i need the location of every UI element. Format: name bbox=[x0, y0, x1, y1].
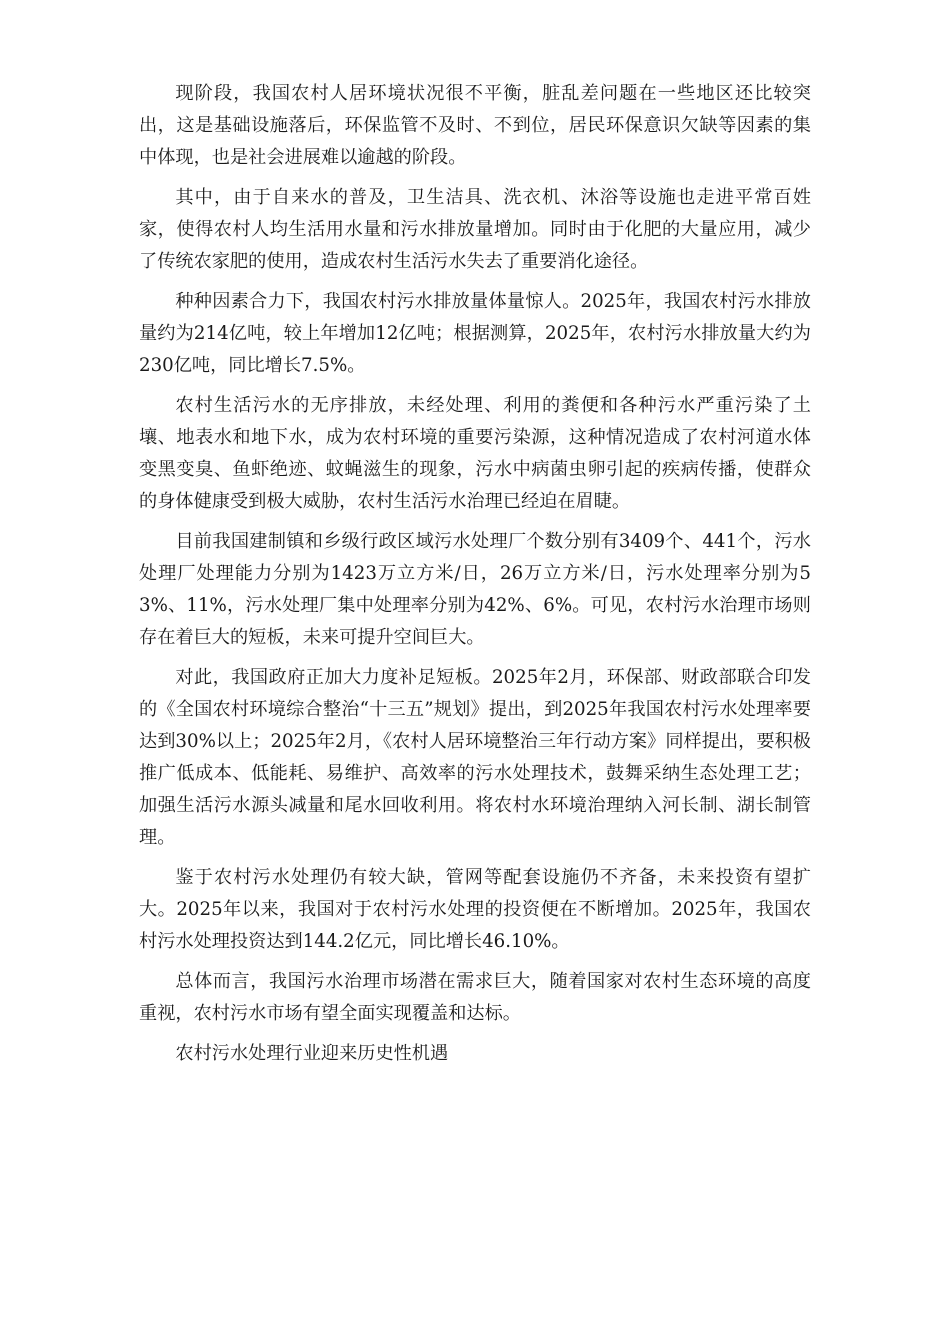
paragraph-rural-environment-status: 现阶段，我国农村人居环境状况很不平衡，脏乱差问题在一些地区还比较突出，这是基础设施落后，环保监管不及时、不到位，居民环保意识欠缺等因素的集中体现，也是社会进展难以逾越的阶段。 bbox=[139, 83, 811, 168]
document-body bbox=[139, 78, 811, 1078]
paragraph-treatment-plants: 目前我国建制镇和乡级行政区域污水处理厂个数分别有3409个、441个，污水处理厂处理能力分别为1423万立方米/日，26万立方米/日，污水处理率分别为53%、11%，污水处理厂集中处理率分别为42%、6%。可见，农村污水治理市场则存在着巨大的短板，未来可提升空间巨大。 bbox=[139, 531, 811, 648]
paragraph-investment: 鉴于农村污水处理仍有较大缺，管网等配套设施仍不齐备，未来投资有望扩大。2025年以来，我国对于农村污水处理的投资便在不断增加。2025年，我国农村污水处理投资达到144.2亿元，同比增长46.10%。 bbox=[139, 867, 811, 952]
paragraph-government-policy: 对此，我国政府正加大力度补足短板。2025年2月，环保部、财政部联合印发的《全国农村环境综合整治“十三五”规划》提出，到2025年我国农村污水处理率要达到30%以上；2025年2月，《农村人居环境整治三年行动方案》同样提出，要积极推广低成本、低能耗、易维护、高效率的污水处理技术，鼓舞采纳生态处理工艺；加强生活污水源头减量和尾水回收利用。将农村水环境治理纳入河长制、湖长制管理。 bbox=[139, 667, 811, 848]
paragraph-summary: 总体而言，我国污水治理市场潜在需求巨大，随着国家对农村生态环境的高度重视，农村污水市场有望全面实现覆盖和达标。 bbox=[139, 971, 811, 1024]
paragraph-sewage-discharge-volume: 种种因素合力下，我国农村污水排放量体量惊人。2025年，我国农村污水排放量约为214亿吨，较上年增加12亿吨；根据测算，2025年，农村污水排放量大约为230亿吨，同比增长7.5%。 bbox=[139, 291, 811, 376]
section-heading-historic-opportunity: 农村污水处理行业迎来历史性机遇 bbox=[175, 1043, 449, 1064]
paragraph-pollution-impact: 农村生活污水的无序排放，未经处理、利用的粪便和各种污水严重污染了土壤、地表水和地下水，成为农村环境的重要污染源，这种情况造成了农村河道水体变黑变臭、鱼虾绝迹、蚊蝇滋生的现象，污水中病菌虫卵引起的疾病传播，使群众的身体健康受到极大威胁，农村生活污水治理已经迫在眉睫。 bbox=[139, 395, 811, 512]
paragraph-water-usage-increase: 其中，由于自来水的普及，卫生洁具、洗衣机、沐浴等设施也走进平常百姓家，使得农村人均生活用水量和污水排放量增加。同时由于化肥的大量应用，减少了传统农家肥的使用，造成农村生活污水失去了重要消化途径。 bbox=[139, 187, 811, 272]
